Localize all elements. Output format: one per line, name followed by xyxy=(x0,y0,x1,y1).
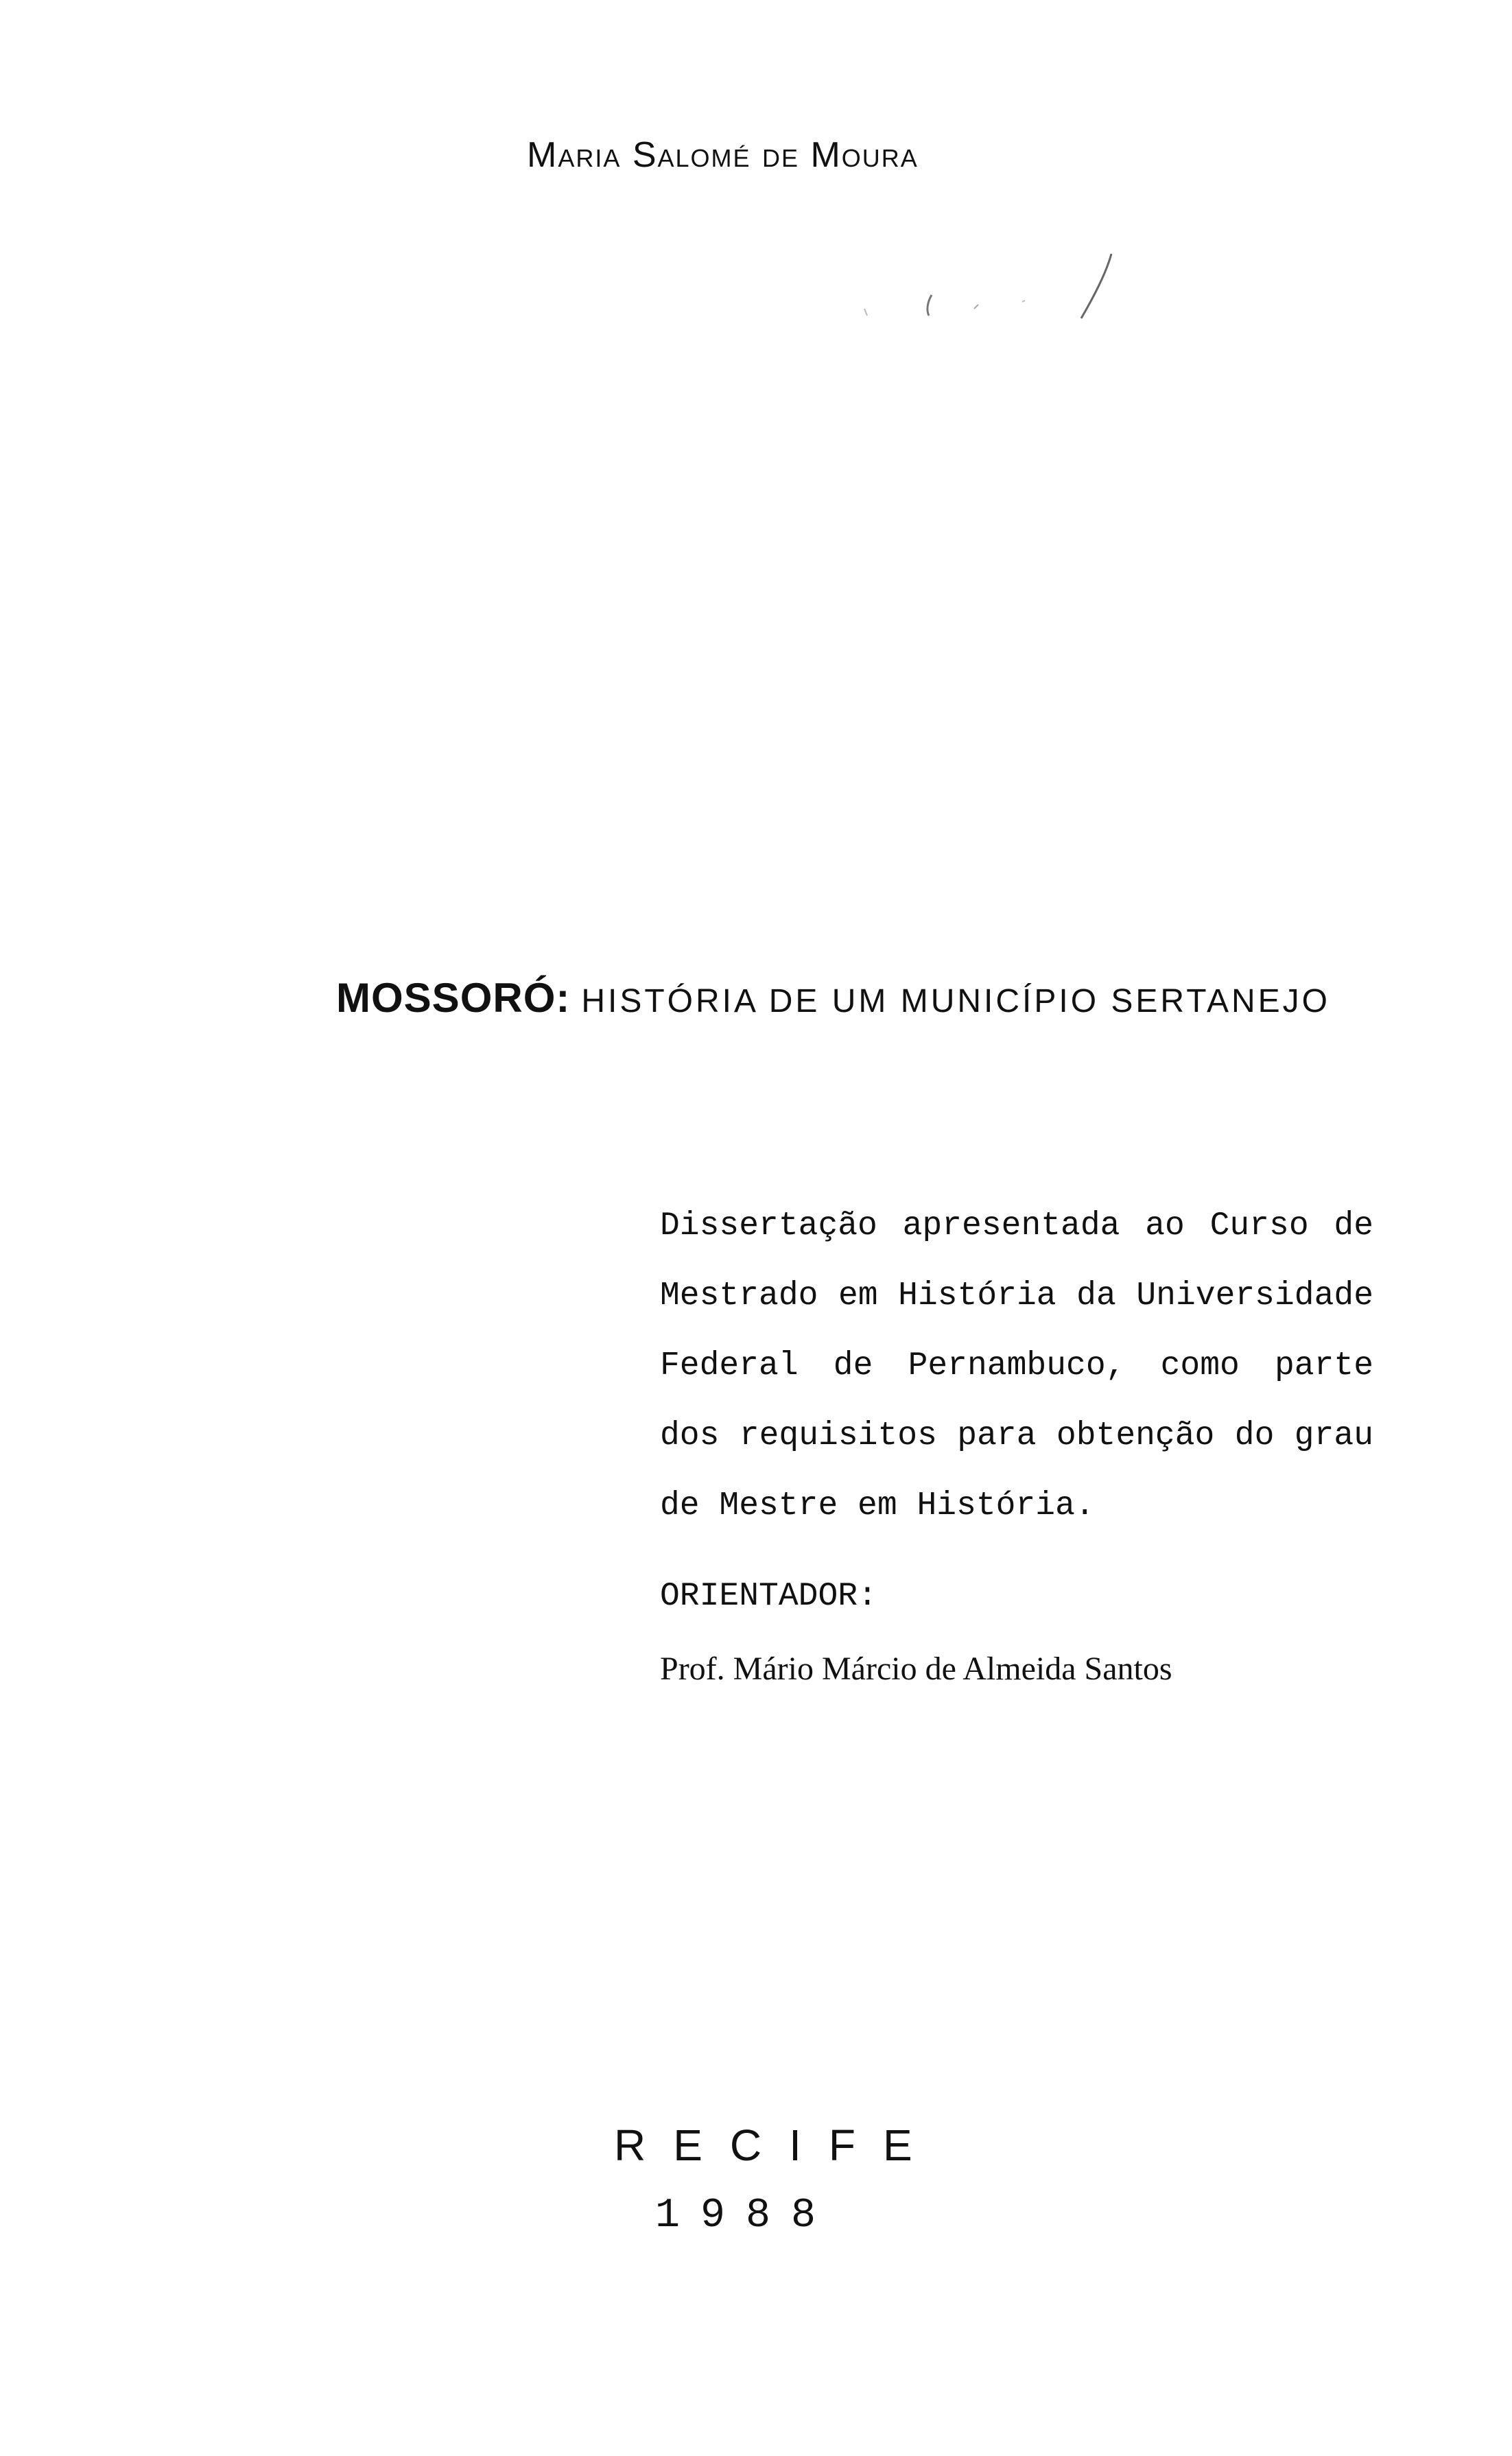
author-given-initial: M xyxy=(527,135,558,175)
author-particle: de xyxy=(762,135,800,175)
author-middle-rest: alomé xyxy=(657,135,751,175)
year: 1988 xyxy=(655,2193,837,2239)
description-line: Dissertação apresentada ao Curso de xyxy=(660,1207,1373,1244)
description-line: dos requisitos para obtenção do grau xyxy=(660,1417,1373,1454)
pencil-marks-decoration xyxy=(851,247,1125,329)
description-line: Federal de Pernambuco, como parte xyxy=(660,1347,1373,1384)
city: RECIFE xyxy=(614,2121,940,2170)
title-main: MOSSORÓ: xyxy=(336,975,571,1021)
dissertation-description xyxy=(660,1191,1373,1541)
description-line: Mestrado em História da Universidade xyxy=(660,1277,1373,1314)
author-middle-initial: S xyxy=(632,135,658,175)
author-given-rest: aria xyxy=(558,135,622,175)
advisor-label: ORIENTADOR: xyxy=(660,1578,877,1615)
author-name xyxy=(527,134,919,176)
author-surname-initial: M xyxy=(810,135,842,175)
description-line: de Mestre em História. xyxy=(660,1487,1095,1524)
advisor-name: Prof. Mário Márcio de Almeida Santos xyxy=(660,1651,1172,1687)
dissertation-title xyxy=(336,974,1330,1022)
author-surname-rest: oura xyxy=(841,135,919,175)
title-subtitle: HISTÓRIA DE UM MUNICÍPIO SERTANEJO xyxy=(581,983,1331,1019)
